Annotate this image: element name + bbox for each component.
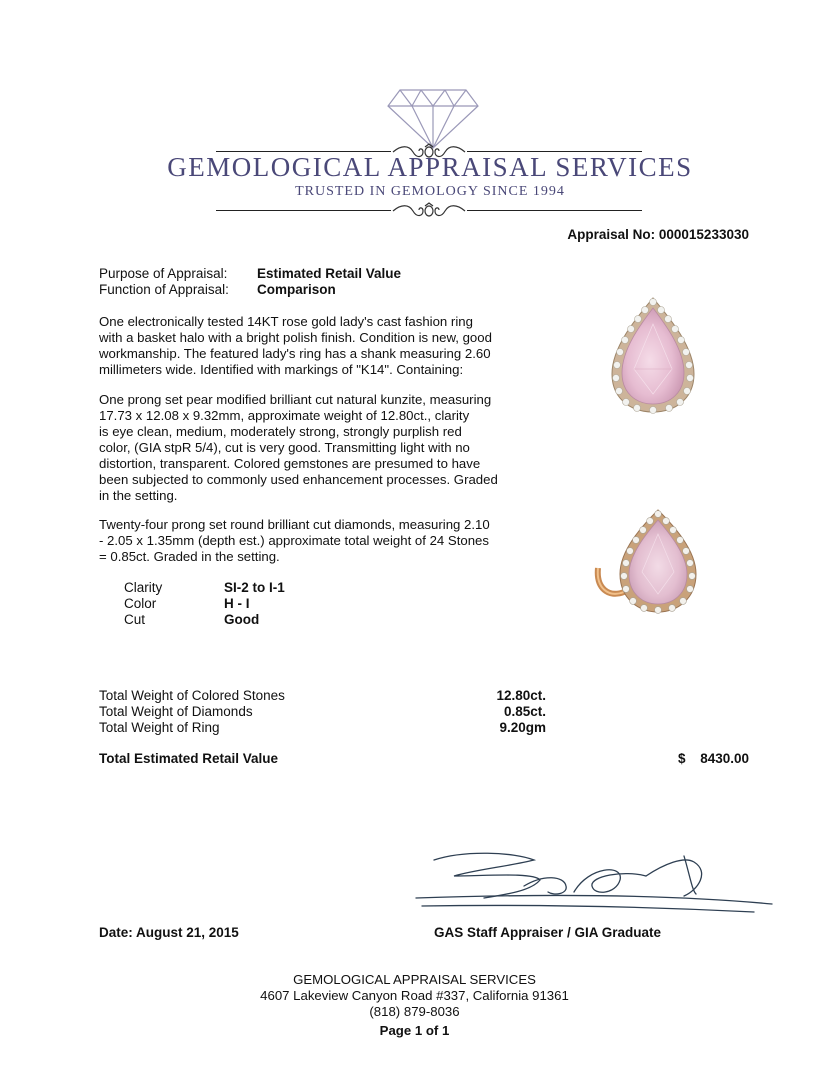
ring-weight-label: Total Weight of Ring bbox=[99, 720, 220, 735]
text-line: in the setting. bbox=[99, 488, 178, 503]
center-stone-description bbox=[99, 392, 511, 504]
text-line: 17.73 x 12.08 x 9.32mm, approximate weight of 12.80ct., clarity bbox=[99, 408, 470, 423]
total-value-amount: 8430.00 bbox=[700, 751, 749, 766]
appraiser-title: GAS Staff Appraiser / GIA Graduate bbox=[434, 925, 662, 940]
clarity-label: Clarity bbox=[124, 580, 163, 595]
purpose-value: Estimated Retail Value bbox=[257, 266, 402, 281]
ring-front-photo bbox=[606, 294, 700, 416]
text-line: millimeters wide. Identified with markings of "K14". Containing: bbox=[99, 362, 464, 377]
header-rule-left-bottom bbox=[216, 210, 391, 211]
color-value: H - I bbox=[224, 596, 250, 611]
footer-company: GEMOLOGICAL APPRAISAL SERVICES bbox=[293, 972, 536, 987]
footer-phone: (818) 879-8036 bbox=[369, 1004, 460, 1019]
total-value-label: Total Estimated Retail Value bbox=[99, 751, 279, 766]
text-line: been subjected to commonly used enhancement processes. Graded bbox=[99, 472, 498, 487]
cut-value: Good bbox=[224, 612, 260, 627]
appraisal-number: Appraisal No: 000015233030 bbox=[567, 227, 749, 242]
company-name: GEMOLOGICAL APPRAISAL SERVICES bbox=[167, 152, 693, 182]
text-line: Twenty-four prong set round brilliant cut diamonds, measuring 2.10 bbox=[99, 517, 490, 532]
colored-stones-weight-label: Total Weight of Colored Stones bbox=[99, 688, 285, 703]
purpose-label: Purpose of Appraisal: bbox=[99, 266, 228, 281]
diamonds-description bbox=[99, 517, 511, 565]
text-line: One electronically tested 14KT rose gold lady's cast fashion ring bbox=[99, 314, 473, 329]
appraisal-date: Date: August 21, 2015 bbox=[99, 925, 239, 940]
ring-angled-photo bbox=[594, 506, 706, 616]
text-line: workmanship. The featured lady's ring has a shank measuring 2.60 bbox=[99, 346, 491, 361]
colored-stones-weight-value: 12.80ct. bbox=[496, 688, 546, 703]
diamonds-weight-value: 0.85ct. bbox=[503, 704, 546, 719]
scroll-ornament-icon bbox=[391, 202, 467, 220]
clarity-value: SI-2 to I-1 bbox=[224, 580, 285, 595]
footer-address: 4607 Lakeview Canyon Road #337, California 91361 bbox=[260, 988, 569, 1003]
text-line: color, (GIA stpR 5/4), cut is very good. Transmitting light with no bbox=[99, 440, 470, 455]
page-number: Page 1 of 1 bbox=[379, 1023, 450, 1038]
text-line: with a basket halo with a bright polish finish. Condition is new, good bbox=[99, 330, 492, 345]
diamond-logo-icon bbox=[386, 88, 480, 150]
text-line: One prong set pear modified brilliant cut natural kunzite, measuring bbox=[99, 392, 492, 407]
text-line: is eye clean, medium, moderately strong, strongly purplish red bbox=[99, 424, 462, 439]
text-line: = 0.85ct. Graded in the setting. bbox=[99, 549, 280, 564]
function-label: Function of Appraisal: bbox=[99, 282, 229, 297]
currency-symbol: $ bbox=[678, 751, 686, 766]
appraiser-signature bbox=[414, 846, 774, 918]
text-line: - 2.05 x 1.35mm (depth est.) approximate total weight of 24 Stones bbox=[99, 533, 489, 548]
header-rule-right-bottom bbox=[467, 210, 642, 211]
company-tagline: TRUSTED IN GEMOLOGY SINCE 1994 bbox=[295, 184, 565, 199]
ring-weight-value: 9.20gm bbox=[499, 720, 546, 735]
diamonds-weight-label: Total Weight of Diamonds bbox=[99, 704, 253, 719]
cut-label: Cut bbox=[124, 612, 146, 627]
ring-description bbox=[99, 314, 511, 378]
function-value: Comparison bbox=[257, 282, 336, 297]
color-label: Color bbox=[124, 596, 157, 611]
text-line: distortion, transparent. Colored gemstones are presumed to have bbox=[99, 456, 481, 471]
